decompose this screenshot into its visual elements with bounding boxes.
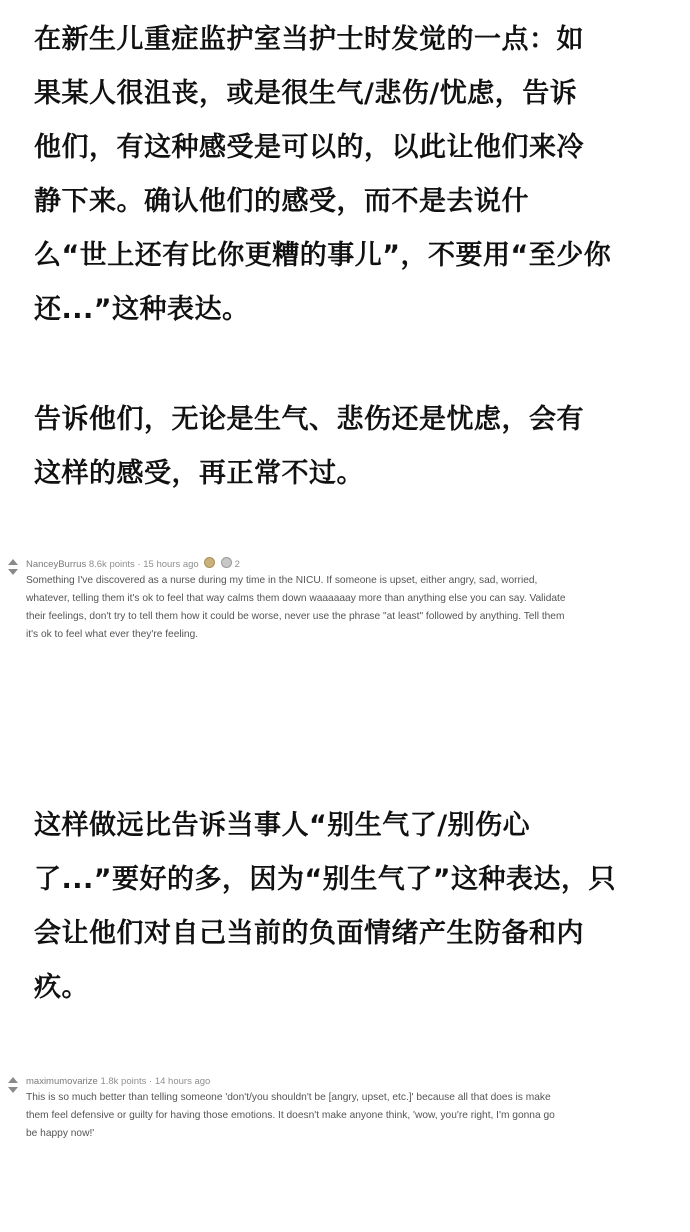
vote-buttons <box>6 1075 20 1097</box>
text-line: 果某人很沮丧，或是很生气/悲伤/忧虑，告诉 <box>34 78 578 109</box>
comment-body <box>26 557 682 644</box>
text-line: 这样的感受，再正常不过。 <box>34 458 364 489</box>
gold-award-icon <box>204 557 215 568</box>
chinese-paragraph-3 <box>34 799 664 1015</box>
comment-line: be happy now!' <box>26 1128 95 1139</box>
upvote-arrow-icon[interactable] <box>8 559 18 565</box>
vote-buttons <box>6 557 20 579</box>
comment-text <box>26 1089 682 1143</box>
comment-author[interactable]: NanceyBurrus <box>26 559 87 570</box>
chinese-paragraph-1 <box>34 13 664 337</box>
text-line: 静下来。确认他们的感受，而不是去说什 <box>34 186 529 217</box>
comment-meta <box>26 557 682 572</box>
upvote-arrow-icon[interactable] <box>8 1077 18 1083</box>
comment-line: This is so much better than telling someone 'don't/you shouldn't be [angry, upset, etc.]' because all that does is make <box>26 1092 551 1103</box>
text-line: 了...”要好的多，因为“别生气了”这种表达，只 <box>34 864 617 895</box>
text-line: 疚。 <box>34 972 89 1003</box>
comment-line: them feel defensive or guilty for having those emotions. It doesn't make anyone think, 'wow, you're right, I'm gonna go <box>26 1110 555 1121</box>
separator: · <box>149 1076 153 1087</box>
separator: · <box>137 559 141 570</box>
chinese-paragraph-2 <box>34 393 664 501</box>
comment-time: 15 hours ago <box>143 559 199 570</box>
comment-line: their feelings, don't try to tell them how it could be worse, never use the phrase "at least" followed by anything. Tell them <box>26 611 565 622</box>
reddit-comment-1 <box>6 557 682 644</box>
downvote-arrow-icon[interactable] <box>8 1087 18 1093</box>
text-line: 在新生儿重症监护室当护士时发觉的一点：如 <box>34 24 584 55</box>
text-line: 么“世上还有比你更糟的事儿”，不要用“至少你 <box>34 240 612 271</box>
comment-time: 14 hours ago <box>154 1076 211 1087</box>
comment-line: it's ok to feel what ever they're feeling. <box>26 629 199 640</box>
comment-meta <box>26 1075 682 1089</box>
award-count: 2 <box>234 559 240 570</box>
comment-line: whatever, telling them it's ok to feel that way calms them down waaaaaay more than anything else you can say. Validate <box>26 593 566 604</box>
text-line: 他们，有这种感受是可以的，以此让他们来冷 <box>34 132 584 163</box>
text-line: 还...”这种表达。 <box>34 294 250 325</box>
comment-author[interactable]: maximumovarize <box>26 1076 98 1087</box>
downvote-arrow-icon[interactable] <box>8 569 18 575</box>
comment-body <box>26 1075 682 1143</box>
comment-points: 8.6k points <box>88 559 135 570</box>
silver-award-icon <box>221 557 232 568</box>
comment-text <box>26 572 682 644</box>
text-line: 告诉他们，无论是生气、悲伤还是忧虑，会有 <box>34 404 584 435</box>
comment-line: Something I've discovered as a nurse during my time in the NICU. If someone is upset, either angry, sad, worried, <box>26 575 538 586</box>
text-line: 会让他们对自己当前的负面情绪产生防备和内 <box>34 918 584 949</box>
text-line: 这样做远比告诉当事人“别生气了/别伤心 <box>34 810 531 841</box>
reddit-comment-2 <box>6 1075 682 1143</box>
comment-points: 1.8k points <box>100 1076 147 1087</box>
